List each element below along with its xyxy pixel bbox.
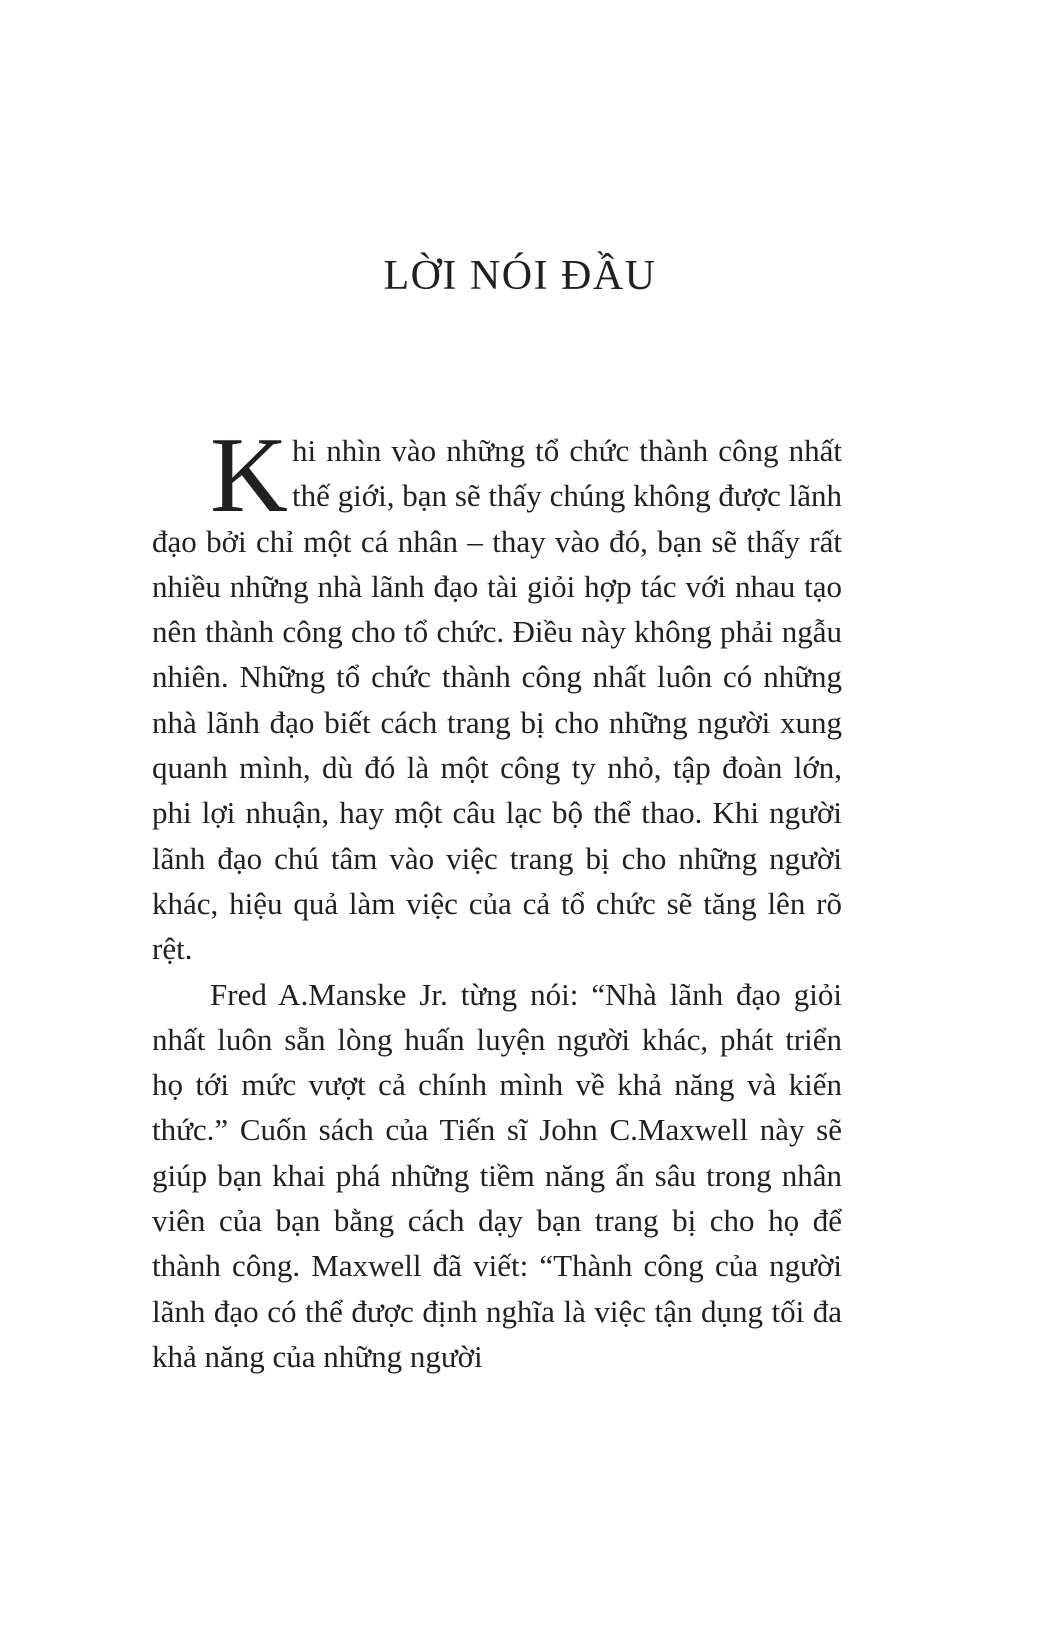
drop-cap: K bbox=[210, 416, 288, 535]
body-text bbox=[152, 416, 842, 1379]
paragraph-2: Fred A.Manske Jr. từng nói: “Nhà lãnh đạo giỏi nhất luôn sẵn lòng huấn luyện người khác, phát triển họ tới mức vượt cả chính mình về khả năng và kiến thức.” Cuốn sách của Tiến sĩ John C.Maxwell này sẽ giúp bạn khai phá những tiềm năng ẩn sâu trong nhân viên của bạn bằng cách dạy bạn trang bị cho họ để thành công. Maxwell đã viết: “Thành công của người lãnh đạo có thể được định nghĩa là việc tận dụng tối đa khả năng của những người bbox=[152, 976, 842, 1374]
paragraph-1-text: hi nhìn vào những tổ chức thành công nhất thế giới, bạn sẽ thấy chúng không được lãnh đạo bởi chỉ một cá nhân – thay vào đó, bạn sẽ thấy rất nhiều những nhà lãnh đạo tài giỏi hợp tác với nhau tạo nên thành công cho tổ chức. Điều này không phải ngẫu nhiên. Những tổ chức thành công nhất luôn có những nhà lãnh đạo biết cách trang bị cho những người xung quanh mình, dù đó là một công ty nhỏ, tập đoàn lớn, phi lợi nhuận, hay một câu lạc bộ thể thao. Khi người lãnh đạo chú tâm vào việc trang bị cho những người khác, hiệu quả làm việc của cả tổ chức sẽ tăng lên rõ rệt. bbox=[152, 433, 842, 967]
page-title: LỜI NÓI ĐẦU bbox=[383, 253, 657, 299]
paragraph-1 bbox=[152, 416, 842, 972]
